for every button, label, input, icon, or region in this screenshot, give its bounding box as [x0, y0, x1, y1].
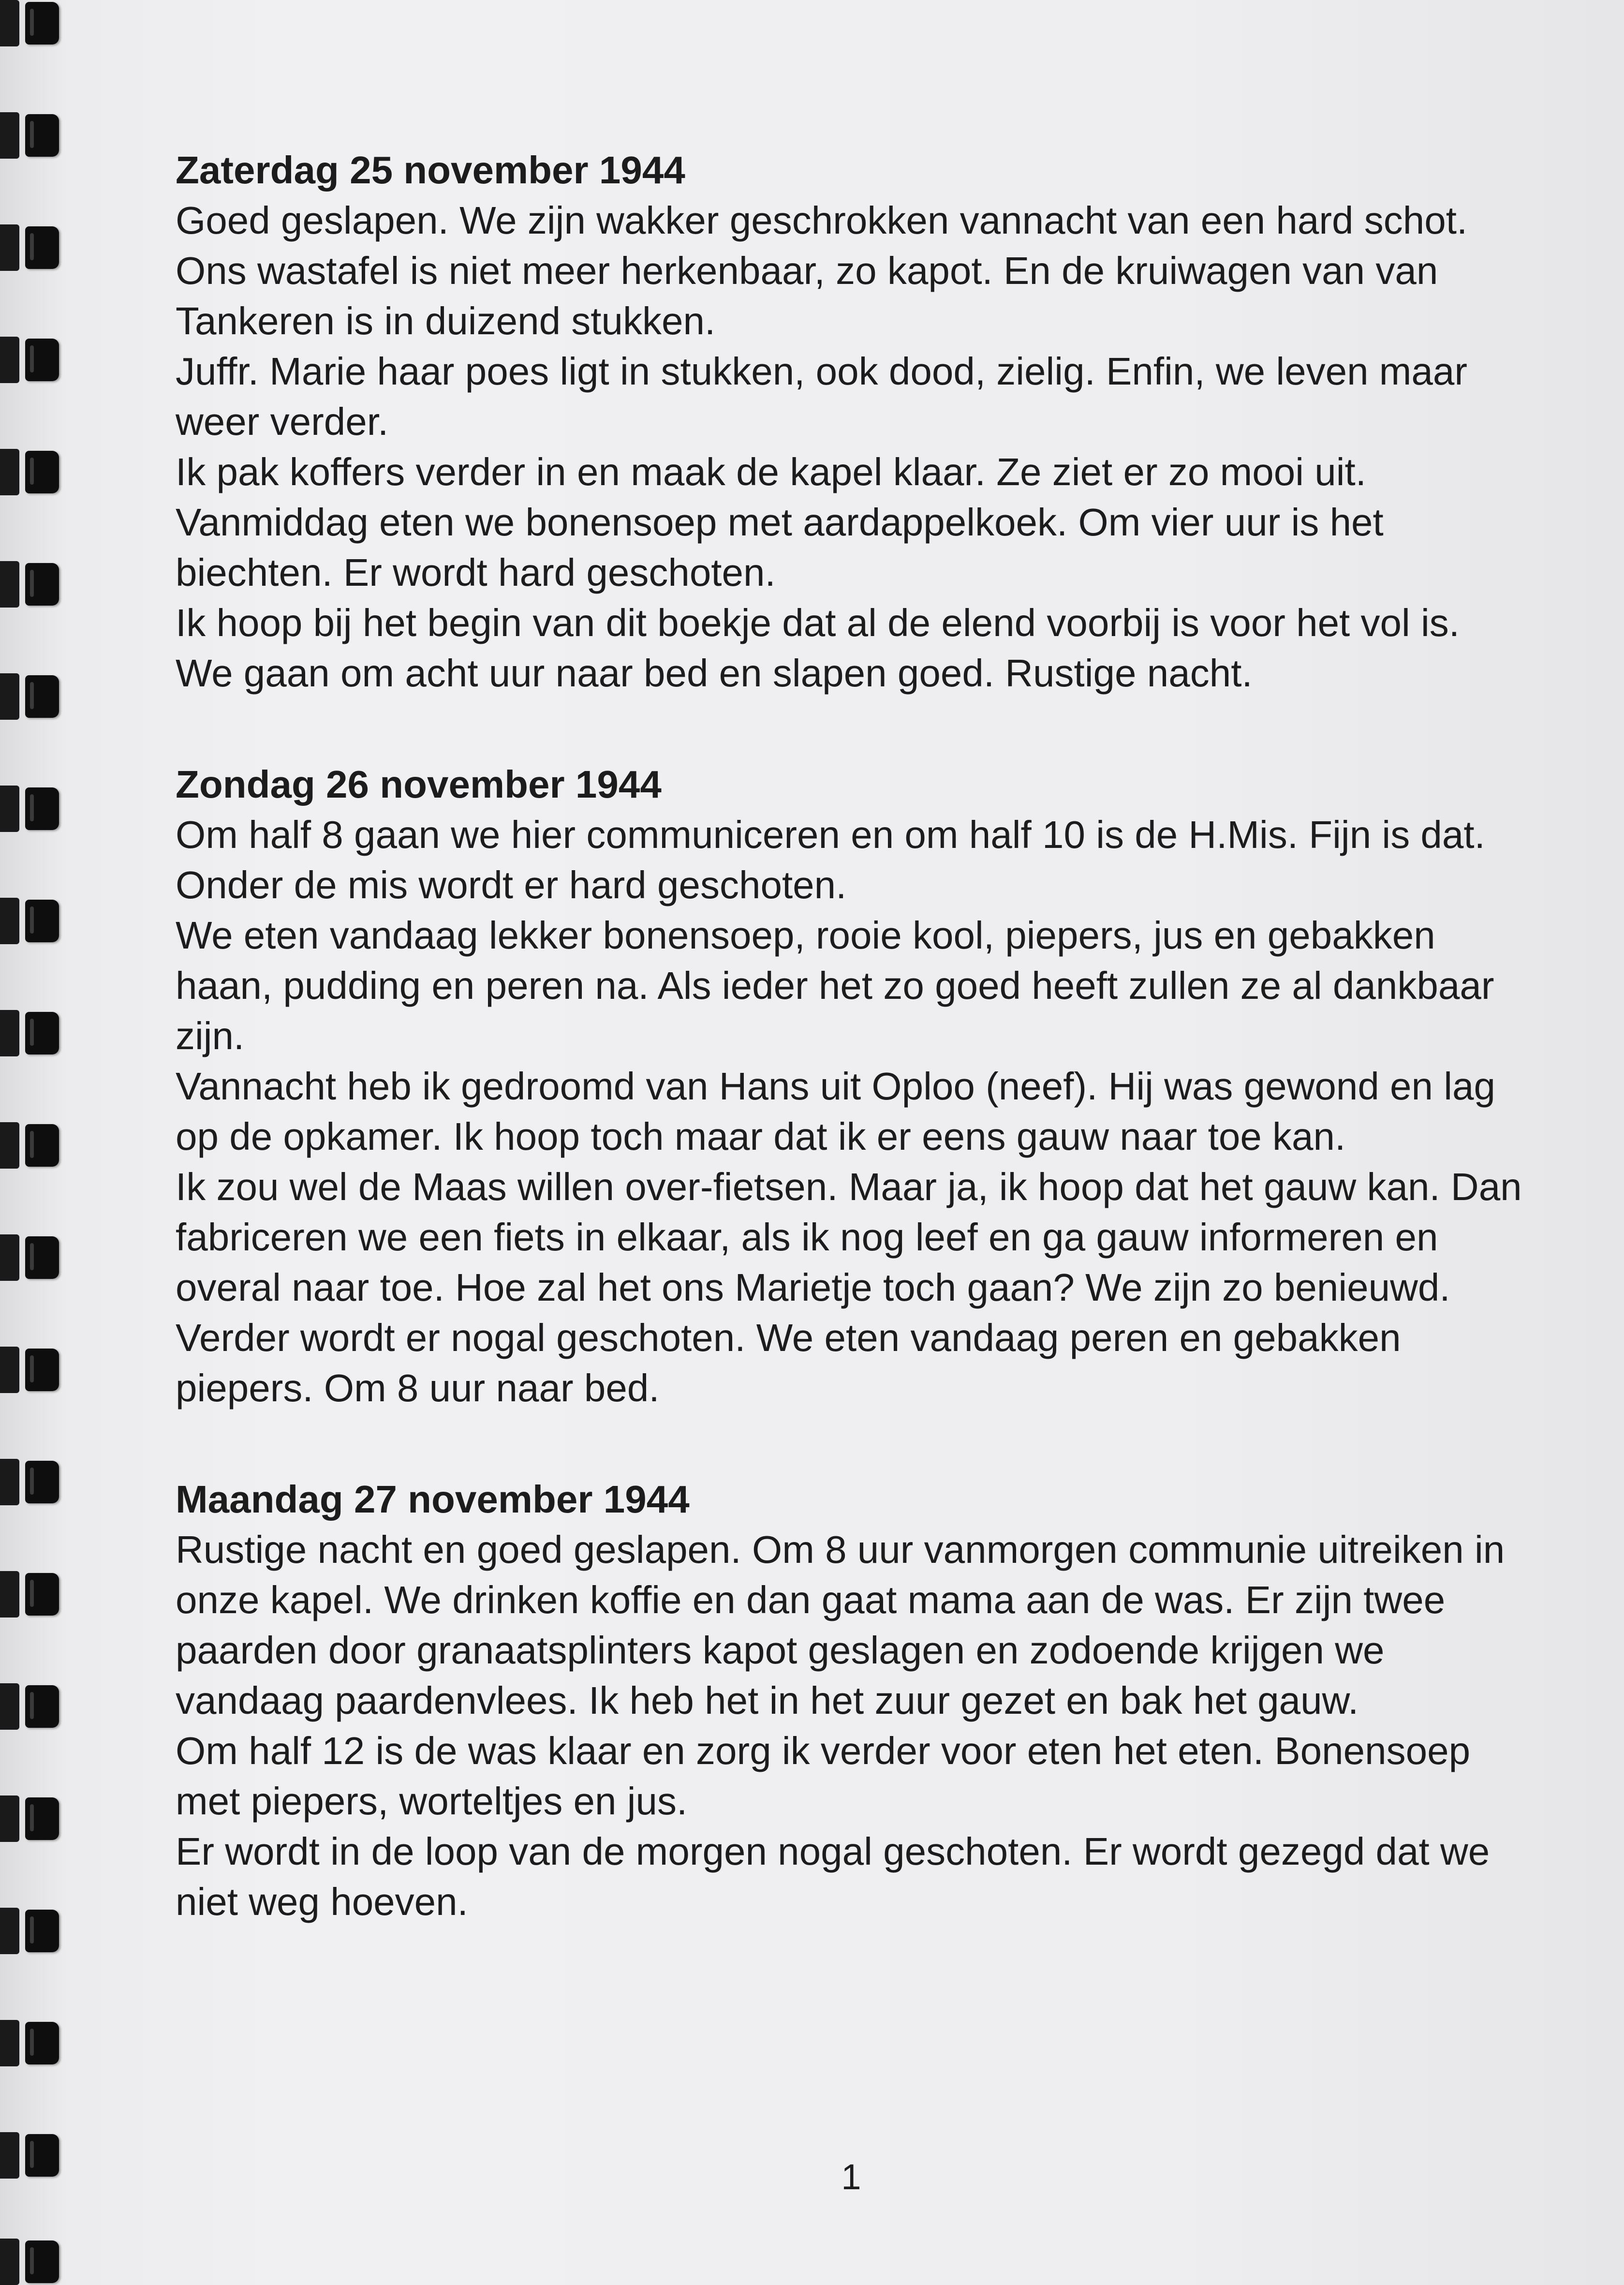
binding-ring — [0, 112, 62, 159]
binding-ring — [0, 1795, 62, 1842]
binding-ring — [0, 1908, 62, 1954]
diary-entry-zaterdag — [176, 145, 1525, 698]
binding-ring — [0, 1234, 62, 1281]
entry-paragraph: Ik pak koffers verder in en maak de kapel klaar. Ze ziet er zo mooi uit. Vanmiddag eten we bonensoep met aardappelkoek. Om vier uur is het biechten. Er wordt hard geschoten. — [176, 450, 1384, 594]
entry-paragraph: Juffr. Marie haar poes ligt in stukken, ook dood, zielig. Enfin, we leven maar weer verder. — [176, 350, 1468, 443]
entry-paragraph: Goed geslapen. We zijn wakker geschrokken vannacht van een hard schot. Ons wastafel is niet meer herkenbaar, zo kapot. En de kruiwagen van van Tankeren is in duizend stukken. — [176, 199, 1468, 342]
binding-ring — [0, 449, 62, 495]
entry-paragraph: Rustige nacht en goed geslapen. Om 8 uur vanmorgen communie uitreiken in onze kapel. We drinken koffie en dan gaat mama aan de was. Er zijn twee paarden door granaatsplinters kapot geslagen en zodoende krijgen we vandaag paardenvlees. Ik heb het in het zuur gezet en bak het gauw. — [176, 1528, 1505, 1722]
binding-ring — [0, 1010, 62, 1056]
entry-paragraph: Ik hoop bij het begin van dit boekje dat al de elend voorbij is voor het vol is. We gaan om acht uur naar bed en slapen goed. Rustige nacht. — [176, 601, 1460, 695]
entry-paragraph: Ik zou wel de Maas willen over-fietsen. Maar ja, ik hoop dat het gauw kan. Dan fabriceren we een fiets in elkaar, als ik nog leef en ga gauw informeren en overal naar toe. Hoe zal het ons Marietje toch gaan? We zijn zo benieuwd. Verder wordt er nogal geschoten. We eten vandaag peren en gebakken piepers. Om 8 uur naar bed. — [176, 1165, 1522, 1410]
diary-entry-zondag — [176, 759, 1525, 1413]
binding-ring — [0, 2239, 62, 2285]
entry-paragraph: Er wordt in de loop van de morgen nogal geschoten. Er wordt gezegd dat we niet weg hoeven. — [176, 1830, 1490, 1923]
entry-paragraph: We eten vandaag lekker bonensoep, rooie kool, piepers, jus en gebakken haan, pudding en peren na. Als ieder het zo goed heeft zullen ze al dankbaar zijn. — [176, 914, 1494, 1057]
binding-ring — [0, 2132, 62, 2179]
entry-paragraph: Om half 8 gaan we hier communiceren en om half 10 is de H.Mis. Fijn is dat. Onder de mis wordt er hard geschoten. — [176, 813, 1485, 906]
binding-ring — [0, 1683, 62, 1730]
binding-ring — [0, 224, 62, 271]
entry-paragraph: Vannacht heb ik gedroomd van Hans uit Oploo (neef). Hij was gewond en lag op de opkamer. Ik hoop toch maar dat ik er eens gauw naar toe kan. — [176, 1065, 1496, 1158]
binding-ring — [0, 337, 62, 383]
binding-ring — [0, 1347, 62, 1393]
binding-ring — [0, 673, 62, 720]
binding-ring — [0, 1122, 62, 1169]
binding-ring — [0, 786, 62, 832]
page-number: 1 — [841, 2157, 861, 2197]
binding-ring — [0, 1571, 62, 1617]
diary-entry-maandag — [176, 1474, 1525, 1927]
binding-ring — [0, 898, 62, 944]
binding-ring — [0, 561, 62, 608]
entry-date-heading: Zondag 26 november 1944 — [176, 763, 662, 806]
entry-date-heading: Zaterdag 25 november 1944 — [176, 148, 685, 192]
spiral-binding — [0, 0, 68, 2285]
entry-paragraph: Om half 12 is de was klaar en zorg ik verder voor eten het eten. Bonensoep met piepers, worteltjes en jus. — [176, 1729, 1471, 1823]
diary-content — [176, 145, 1525, 1988]
entry-date-heading: Maandag 27 november 1944 — [176, 1478, 690, 1521]
binding-ring — [0, 1459, 62, 1505]
binding-ring — [0, 0, 62, 46]
binding-ring — [0, 2020, 62, 2066]
